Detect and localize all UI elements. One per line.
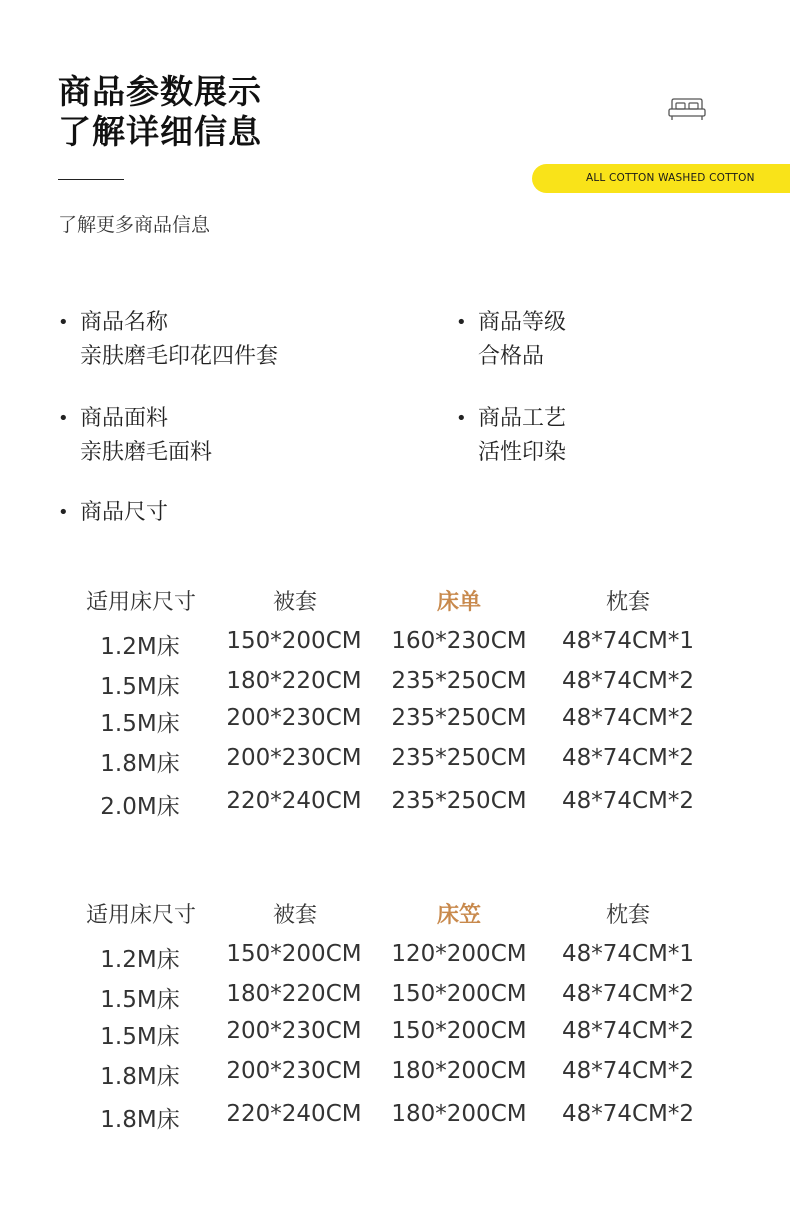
table-cell: 150*200CM xyxy=(226,941,362,967)
bullet: • xyxy=(456,312,467,333)
material-badge: ALL COTTON WASHED COTTON xyxy=(532,164,790,193)
table-cell: 48*74CM*2 xyxy=(561,1101,695,1127)
table-cell: 220*240CM xyxy=(226,788,362,814)
table-cell: 1.8M床 xyxy=(100,1064,180,1090)
table-cell: 1.5M床 xyxy=(100,987,180,1013)
spec-value: 合格品 xyxy=(478,344,545,369)
table-cell: 48*74CM*2 xyxy=(561,668,695,694)
table-cell: 160*230CM xyxy=(391,628,527,654)
table-cell: 1.5M床 xyxy=(100,1024,180,1050)
table-cell: 200*230CM xyxy=(226,705,362,731)
spec-value: 亲肤磨毛印花四件套 xyxy=(80,344,279,369)
table-cell: 2.0M床 xyxy=(100,794,180,820)
header-duvet: 被套 xyxy=(272,903,318,928)
header-sheet: 床单 xyxy=(436,590,482,615)
table-cell: 200*230CM xyxy=(226,1018,362,1044)
table-cell: 48*74CM*1 xyxy=(561,628,695,654)
table-cell: 180*220CM xyxy=(226,668,362,694)
header-bed-size: 适用床尺寸 xyxy=(85,903,197,928)
table-cell: 150*200CM xyxy=(226,628,362,654)
table-cell: 120*200CM xyxy=(391,941,527,967)
spec-label: 商品名称 xyxy=(80,310,169,335)
table-cell: 48*74CM*2 xyxy=(561,745,695,771)
table-cell: 220*240CM xyxy=(226,1101,362,1127)
table-cell: 200*230CM xyxy=(226,1058,362,1084)
spec-label: 商品工艺 xyxy=(478,406,567,431)
table-cell: 48*74CM*2 xyxy=(561,788,695,814)
table-cell: 180*220CM xyxy=(226,981,362,1007)
spec-item-name xyxy=(58,306,279,374)
bullet: • xyxy=(456,408,467,429)
table-cell: 48*74CM*2 xyxy=(561,1018,695,1044)
bed-icon xyxy=(668,98,706,122)
bullet: • xyxy=(58,502,69,523)
spec-item-grade xyxy=(456,306,567,374)
table-cell: 150*200CM xyxy=(391,981,527,1007)
spec-label: 商品尺寸 xyxy=(80,500,169,525)
page-title-line-2: 了解详细信息 xyxy=(58,112,262,151)
header-fitted-sheet: 床笠 xyxy=(436,903,482,928)
spec-label: 商品面料 xyxy=(80,406,169,431)
table-cell: 1.8M床 xyxy=(100,751,180,777)
table-cell: 200*230CM xyxy=(226,745,362,771)
table-cell: 1.5M床 xyxy=(100,711,180,737)
header-pillowcase: 枕套 xyxy=(605,903,651,928)
table-cell: 1.5M床 xyxy=(100,674,180,700)
spec-value: 亲肤磨毛面料 xyxy=(80,440,213,465)
table-cell: 1.2M床 xyxy=(100,634,180,660)
bullet: • xyxy=(58,408,69,429)
header-pillowcase: 枕套 xyxy=(605,590,651,615)
table-cell: 180*200CM xyxy=(391,1101,527,1127)
spec-item-craft xyxy=(456,402,567,470)
table-cell: 235*250CM xyxy=(391,668,527,694)
table-cell: 150*200CM xyxy=(391,1018,527,1044)
page-title-line-1: 商品参数展示 xyxy=(58,72,262,111)
table-cell: 235*250CM xyxy=(391,745,527,771)
spec-value: 活性印染 xyxy=(478,440,567,465)
table-cell: 1.2M床 xyxy=(100,947,180,973)
bullet: • xyxy=(58,312,69,333)
table-cell: 48*74CM*2 xyxy=(561,1058,695,1084)
header-duvet: 被套 xyxy=(272,590,318,615)
page-subtitle: 了解更多商品信息 xyxy=(58,214,211,236)
spec-label: 商品等级 xyxy=(478,310,567,335)
table-cell: 235*250CM xyxy=(391,788,527,814)
table-cell: 1.8M床 xyxy=(100,1107,180,1133)
spec-item-size xyxy=(58,496,169,530)
table-cell: 48*74CM*2 xyxy=(561,705,695,731)
spec-item-fabric xyxy=(58,402,213,470)
table-cell: 180*200CM xyxy=(391,1058,527,1084)
table-cell: 235*250CM xyxy=(391,705,527,731)
header-bed-size: 适用床尺寸 xyxy=(85,590,197,615)
table-cell: 48*74CM*2 xyxy=(561,981,695,1007)
title-divider xyxy=(58,179,124,180)
table-cell: 48*74CM*1 xyxy=(561,941,695,967)
